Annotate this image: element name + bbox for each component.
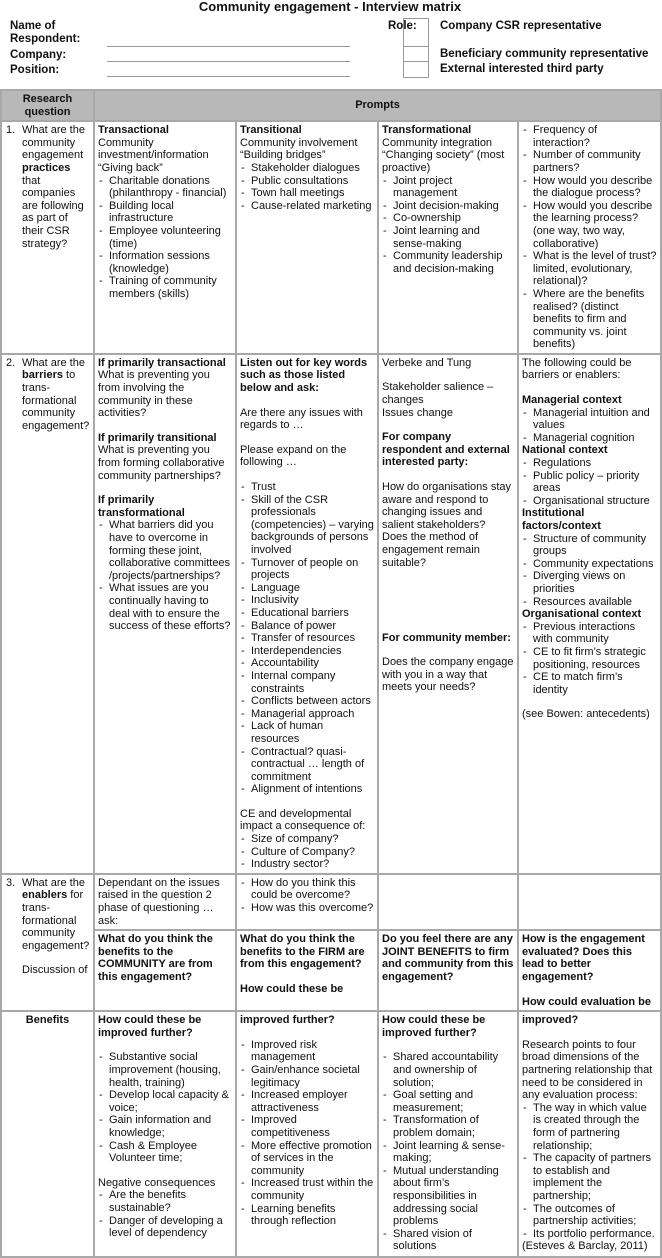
list-item: - Public consultations xyxy=(240,175,374,188)
list-item: - What barriers did you have to overcome in forming these joint, collaborative committees /projects/partnerships? xyxy=(98,519,232,582)
list-item: - How was this overcome? xyxy=(240,902,374,915)
paragraph xyxy=(522,933,657,983)
bold-prompt: improved further? xyxy=(240,1014,335,1027)
prompt-text: The following could be barriers or enablers: xyxy=(522,356,632,382)
list-item: - Community expectations xyxy=(522,558,657,571)
list-item: - Transfer of resources xyxy=(240,632,374,645)
bold-prompt: Do you feel there are any JOINT BENEFITS to firm and community from this engagement? xyxy=(382,933,514,983)
list-item: - Educational barriers xyxy=(240,607,374,620)
list-item: - Gain/enhance societal legitimacy xyxy=(240,1064,374,1089)
bold-prompt: How could these be xyxy=(240,983,344,995)
list-item: - Town hall meetings xyxy=(240,187,374,200)
list-item: - Increased employer attractiveness xyxy=(240,1089,374,1114)
list-item: - Managerial approach xyxy=(240,708,374,721)
bold-prompt: If primarily transformational xyxy=(98,494,185,519)
list-item: - Resources available xyxy=(522,596,657,609)
paragraph xyxy=(382,1051,514,1253)
question-segment: that companies are following as part of their CSR strategy? xyxy=(22,174,84,250)
list-item: - How would you describe the learning process? (one way, two way, collaborative) xyxy=(522,200,657,250)
prompt-cell xyxy=(236,1011,378,1257)
table-row-benefit-questions xyxy=(1,930,661,1011)
paragraph xyxy=(98,494,232,633)
list-item: - Skill of the CSR professionals (competencies) – varying backgrounds of persons involved xyxy=(240,494,374,557)
paragraph xyxy=(240,124,374,212)
bold-prompt: Listen out for key words such as those listed below and ask: xyxy=(240,356,368,395)
list-item: - What issues are you continually having to deal with to ensure the success of these efforts? xyxy=(98,582,232,632)
list-item: - Shared accountability and ownership of solution; xyxy=(382,1051,514,1089)
prompt-cell xyxy=(94,1011,236,1257)
prompt-text xyxy=(382,594,514,607)
question-number: 3. xyxy=(6,876,16,889)
list-item: - CE to fit firm’s strategic positioning, resources xyxy=(522,646,657,671)
question-text xyxy=(22,124,90,250)
question-keyword: barriers xyxy=(22,369,63,382)
list-item: - Structure of community groups xyxy=(522,533,657,558)
bullet-list xyxy=(240,481,374,796)
list-item: - Improved competitiveness xyxy=(240,1114,374,1139)
bullet-list xyxy=(240,833,374,871)
list-item: - Interdependencies xyxy=(240,645,374,658)
paragraph xyxy=(382,381,514,419)
list-item: - Alignment of intentions xyxy=(240,783,374,796)
paragraph xyxy=(382,357,514,370)
paragraph xyxy=(98,1177,232,1240)
header-research-question: Research question xyxy=(1,90,94,121)
prompt-text: “Giving back” xyxy=(98,161,163,174)
prompt-cell xyxy=(94,354,236,874)
bullet-list xyxy=(522,124,657,351)
bold-prompt: Institutional factors/context xyxy=(522,507,601,532)
question-tail: Discussion of xyxy=(22,964,88,977)
bullet-list xyxy=(382,175,514,276)
paragraph xyxy=(240,877,374,915)
list-item: - Shared vision of solutions xyxy=(382,1228,514,1253)
list-item: - Where are the benefits realised? (distinct benefits to firm and community vs. joint benefits) xyxy=(522,288,657,351)
header-prompts: Prompts xyxy=(94,90,661,121)
bullet-list xyxy=(522,1102,657,1241)
bold-prompt: Organisational context xyxy=(522,608,642,621)
bullet-list xyxy=(98,519,232,632)
prompt-text: Stakeholder salience – changes xyxy=(382,381,494,407)
list-item: - Joint decision-making xyxy=(382,200,514,213)
prompt-cell xyxy=(236,930,378,1011)
question-segment: to trans- formational community engagement? xyxy=(22,369,90,432)
prompt-cell xyxy=(378,1011,518,1257)
prompt-text xyxy=(382,581,514,594)
paragraph xyxy=(382,581,514,644)
paragraph xyxy=(240,481,374,796)
list-item: - More effective promotion of services in the community xyxy=(240,1140,374,1178)
list-item: - Size of company? xyxy=(240,833,374,846)
list-item: - Stakeholder dialogues xyxy=(240,162,374,175)
research-question-cell xyxy=(1,874,94,1011)
list-item: - CE to match firm’s identity xyxy=(522,671,657,696)
bullet-list xyxy=(240,1039,374,1228)
list-item: - Increased trust within the community xyxy=(240,1177,374,1202)
bold-prompt: If primarily transitional xyxy=(98,431,217,444)
paragraph xyxy=(98,877,232,927)
prompt-cell xyxy=(236,354,378,874)
paragraph xyxy=(240,933,374,971)
paragraph xyxy=(382,1014,514,1039)
paragraph xyxy=(240,983,374,996)
bold-prompt: For community member: xyxy=(382,631,511,644)
paragraph xyxy=(382,431,514,469)
list-item: - Are the benefits sustainable? xyxy=(98,1189,232,1214)
paragraph xyxy=(98,1051,232,1164)
list-item: - Balance of power xyxy=(240,620,374,633)
prompt-text: Does the method of engagement remain suitable? xyxy=(382,531,480,569)
prompt-cell xyxy=(94,930,236,1011)
name-input-line[interactable] xyxy=(107,46,350,47)
paragraph xyxy=(240,808,374,871)
question-text xyxy=(22,877,90,953)
list-item: - Danger of developing a level of dependency xyxy=(98,1215,232,1240)
question-segment: What are the xyxy=(22,876,85,889)
bullet-list xyxy=(98,1051,232,1164)
list-item: - Cash & Employee Volunteer time; xyxy=(98,1140,232,1165)
bullet-list xyxy=(240,877,374,915)
prompt-text: CE and developmental impact a consequence of: xyxy=(240,807,366,833)
paragraph xyxy=(240,1039,374,1228)
prompt-text xyxy=(382,619,514,632)
list-item: - Inclusivity xyxy=(240,594,374,607)
benefits-label-cell xyxy=(1,1011,94,1257)
list-item: - Managerial intuition and values xyxy=(522,407,657,432)
document-title: Community engagement - Interview matrix xyxy=(198,0,462,14)
list-item: - Goal setting and measurement; xyxy=(382,1089,514,1114)
prompt-cell xyxy=(378,121,518,354)
list-item: - Substantive social improvement (housing, health, training) xyxy=(98,1051,232,1089)
prompt-text: What is preventing you from forming collaborative community partnerships? xyxy=(98,444,225,482)
interview-matrix-table xyxy=(0,89,662,1258)
bold-prompt: If primarily transactional xyxy=(98,356,226,369)
benefits-label: Benefits xyxy=(25,1014,70,1027)
paragraph xyxy=(382,124,514,275)
paragraph xyxy=(522,996,657,1009)
bullet-list xyxy=(522,407,657,445)
paragraph xyxy=(382,656,514,694)
prompt-text: What is preventing you from involving the community in these activities? xyxy=(98,369,210,420)
prompt-text: Research points to four broad dimensions of the partnering relationship that need to be considered in any evaluation process: xyxy=(522,1038,653,1102)
list-item: - Employee volunteering (time) xyxy=(98,225,232,250)
prompt-cell xyxy=(518,930,661,1011)
prompt-text: “Changing society” (most proactive) xyxy=(382,149,505,174)
prompt-text: Dependant on the issues raised in the question 2 phase of questioning … ask: xyxy=(98,876,220,927)
name-label: Name of Respondent: xyxy=(10,20,81,45)
list-item: - Community leadership and decision-making xyxy=(382,250,514,275)
list-item: - Number of community partners? xyxy=(522,149,657,174)
list-item: - Develop local capacity & voice; xyxy=(98,1089,232,1114)
list-item: - Previous interactions with community xyxy=(522,621,657,646)
paragraph xyxy=(382,481,514,569)
list-item: - The capacity of partners to establish and implement the partnership; xyxy=(522,1152,657,1202)
list-item: - The way in which value is created through the form of partnering relationship; xyxy=(522,1102,657,1152)
role-checkbox-csr[interactable] xyxy=(403,18,429,47)
list-item: - Transformation of problem domain; xyxy=(382,1114,514,1139)
list-item: - Culture of Company? xyxy=(240,846,374,859)
list-item: - The outcomes of partnership activities; xyxy=(522,1203,657,1228)
prompt-cell xyxy=(518,121,661,354)
list-item: - Conflicts between actors xyxy=(240,695,374,708)
list-item: - Language xyxy=(240,582,374,595)
paragraph xyxy=(382,933,514,983)
question-number: 2. xyxy=(6,356,16,369)
bold-prompt: Managerial context xyxy=(522,394,622,407)
bold-prompt: Transitional xyxy=(240,124,302,137)
company-label: Company: xyxy=(10,49,67,61)
list-item: - How would you describe the dialogue process? xyxy=(522,175,657,200)
list-item: - How do you think this could be overcome? xyxy=(240,877,374,902)
role-option-csr: Company CSR representative xyxy=(440,20,602,32)
paragraph xyxy=(522,124,657,351)
prompt-cell xyxy=(94,874,236,930)
bullet-list xyxy=(522,457,657,507)
list-item: - Charitable donations (philanthropy - financial) xyxy=(98,175,232,200)
list-item: - Mutual understanding about firm’s responsibilities in addressing social problems xyxy=(382,1165,514,1228)
paragraph xyxy=(240,444,374,469)
paragraph xyxy=(98,357,232,420)
prompt-text: “Building bridges” xyxy=(240,149,326,162)
list-item: - Co-ownership xyxy=(382,212,514,225)
list-item: - Cause-related marketing xyxy=(240,200,374,213)
role-option-third-party: External interested third party xyxy=(440,63,604,75)
paragraph xyxy=(240,357,374,395)
prompt-text: Community investment/information xyxy=(98,136,209,162)
prompt-cell xyxy=(94,121,236,354)
list-item: - Training of community members (skills) xyxy=(98,275,232,300)
research-question-cell xyxy=(1,121,94,354)
table-row-benefits xyxy=(1,1011,661,1257)
paragraph xyxy=(522,357,657,382)
prompt-cell xyxy=(518,1011,661,1257)
bold-prompt: Transactional xyxy=(98,124,169,137)
paragraph xyxy=(240,407,374,432)
list-item: - Regulations xyxy=(522,457,657,470)
bold-prompt: What do you think the benefits to the FIRM are from this engagement? xyxy=(240,933,365,971)
paragraph xyxy=(98,432,232,482)
list-item: - Trust xyxy=(240,481,374,494)
prompt-cell xyxy=(236,874,378,930)
prompt-cell xyxy=(378,930,518,1011)
list-item: - Building local infrastructure xyxy=(98,200,232,225)
list-item: - Public policy – priority areas xyxy=(522,470,657,495)
list-item: - Improved risk management xyxy=(240,1039,374,1064)
bold-prompt: What do you think the benefits to the COMMUNITY are from this engagement? xyxy=(98,933,213,983)
list-item: - Turnover of people on projects xyxy=(240,557,374,582)
question-keyword: enablers xyxy=(22,889,68,902)
prompt-text: Negative consequences xyxy=(98,1176,216,1189)
question-segment: What are the community engagement xyxy=(22,124,85,162)
question-segment: What are the xyxy=(22,356,85,369)
bullet-list xyxy=(98,1189,232,1239)
table-row-practices xyxy=(1,121,661,354)
prompt-cell xyxy=(518,354,661,874)
prompt-cell xyxy=(378,874,518,930)
list-item: - Contractual? quasi-contractual … length of commitment xyxy=(240,746,374,784)
role-checkbox-third-party[interactable] xyxy=(403,61,429,78)
bullet-list xyxy=(522,621,657,697)
prompt-text: Community involvement xyxy=(240,136,358,149)
position-label: Position: xyxy=(10,64,60,76)
table-row-barriers xyxy=(1,354,661,874)
list-item: - Frequency of interaction? xyxy=(522,124,657,149)
question-number: 1. xyxy=(6,124,16,137)
question-keyword: practices xyxy=(22,161,71,174)
bold-prompt: How could these be improved further? xyxy=(98,1014,202,1039)
bold-prompt: For company respondent and external interested party: xyxy=(382,431,510,469)
company-input-line[interactable] xyxy=(107,61,350,62)
question-text xyxy=(22,357,90,433)
position-input-line[interactable] xyxy=(107,76,350,77)
paragraph xyxy=(98,124,232,300)
list-item: - Gain information and knowledge; xyxy=(98,1114,232,1139)
question-segment: for trans- formational community engagement? xyxy=(22,889,90,952)
prompt-text: Please expand on the following … xyxy=(240,443,347,469)
prompt-text: (see Bowen: antecedents) xyxy=(522,708,650,721)
list-item: - Joint learning & sense-making; xyxy=(382,1140,514,1165)
prompt-cell xyxy=(518,874,661,930)
list-item: - Information sessions (knowledge) xyxy=(98,250,232,275)
bullet-list xyxy=(382,1051,514,1253)
paragraph xyxy=(522,1039,657,1253)
bold-prompt: improved? xyxy=(522,1014,579,1027)
prompt-cell xyxy=(236,121,378,354)
list-item: - What is the level of trust? limited, evolutionary, relational)? xyxy=(522,250,657,288)
role-label: Role: xyxy=(388,20,417,32)
bold-prompt: Transformational xyxy=(382,124,472,137)
paragraph xyxy=(522,1014,657,1027)
prompt-text: How do organisations stay aware and respond to changing issues and salient stakeholders? xyxy=(382,481,512,531)
list-item: - Accountability xyxy=(240,657,374,670)
list-item: - Industry sector? xyxy=(240,858,374,871)
prompt-cell xyxy=(378,354,518,874)
prompt-text xyxy=(382,606,514,619)
paragraph xyxy=(98,1014,232,1039)
paragraph xyxy=(240,1014,374,1027)
bullet-list xyxy=(522,533,657,609)
bold-prompt: National context xyxy=(522,444,608,457)
prompt-text: Issues change xyxy=(382,406,453,419)
list-item: - Lack of human resources xyxy=(240,720,374,745)
paragraph xyxy=(98,933,232,983)
paragraph xyxy=(522,708,657,721)
prompt-text: (Esteves & Barclay, 2011) xyxy=(522,1240,648,1253)
bold-prompt: How could evaluation be xyxy=(522,995,651,1008)
prompt-text: Verbeke and Tung xyxy=(382,356,472,369)
list-item: - Internal company constraints xyxy=(240,670,374,695)
list-item: - Diverging views on priorities xyxy=(522,570,657,595)
bold-prompt: How could these be improved further? xyxy=(382,1014,486,1039)
paragraph xyxy=(522,394,657,696)
prompt-text: Community integration xyxy=(382,136,493,149)
table-row-enablers xyxy=(1,874,661,930)
prompt-text: Are there any issues with regards to … xyxy=(240,406,363,432)
role-option-beneficiary: Beneficiary community representative xyxy=(440,48,649,60)
bullet-list xyxy=(98,175,232,301)
list-item: - Learning benefits through reflection xyxy=(240,1203,374,1228)
role-checkbox-beneficiary[interactable] xyxy=(403,46,429,62)
bold-prompt: How is the engagement evaluated? Does this lead to better engagement? xyxy=(522,933,645,983)
list-item: - Managerial cognition xyxy=(522,432,657,445)
list-item: - Organisational structure xyxy=(522,495,657,508)
list-item: - Its portfolio performance. xyxy=(522,1228,657,1241)
research-question-cell xyxy=(1,354,94,874)
prompt-text: Does the company engage with you in a way that meets your needs? xyxy=(382,656,514,694)
list-item: - Joint learning and sense-making xyxy=(382,225,514,250)
bullet-list xyxy=(240,162,374,212)
list-item: - Joint project management xyxy=(382,175,514,200)
